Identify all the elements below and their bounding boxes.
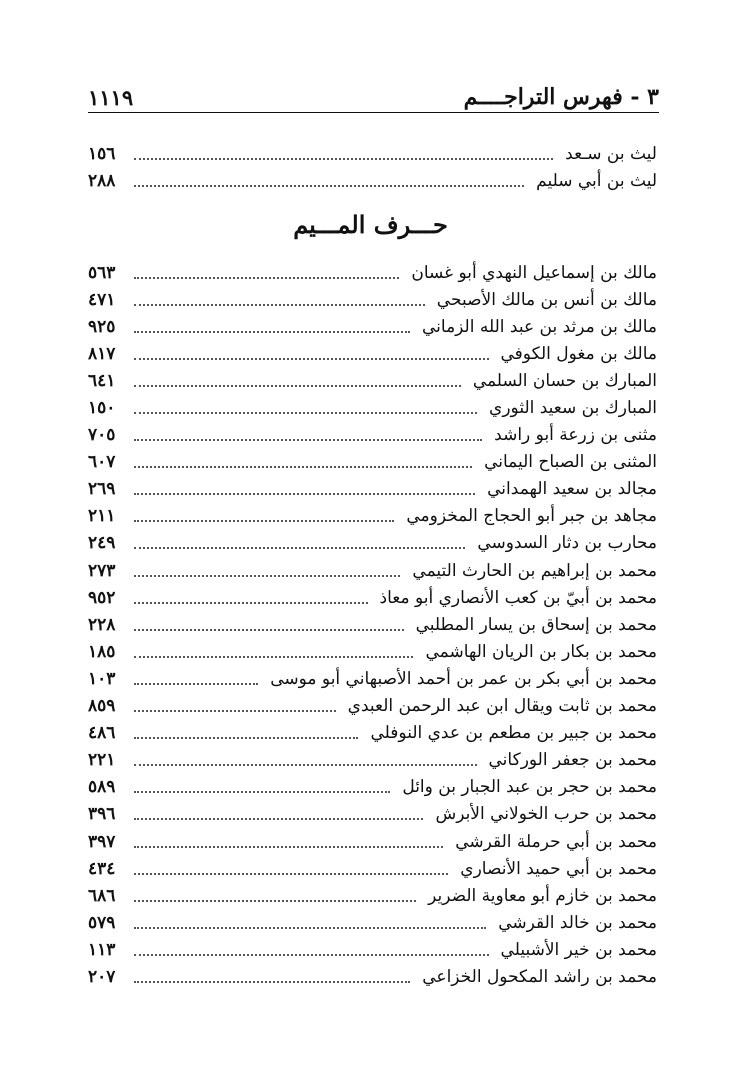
entry-name: محمد بن أبي حميد الأنصاري [460, 858, 657, 879]
leader-dots [134, 466, 472, 468]
leader-dots [134, 818, 423, 820]
leader-dots [134, 493, 475, 495]
index-entry [88, 476, 657, 503]
entry-name: مالك بن إسماعيل النهدي أبو غسان [411, 262, 657, 283]
index-entry [88, 557, 657, 584]
entry-page-number: ١٥٠ [88, 398, 116, 419]
entry-name: محمد بن أبي بكر بن عمر بن أحمد الأصبهاني أبو موسى [270, 668, 657, 689]
leader-dots [134, 331, 410, 333]
entry-page-number: ٨٥٩ [88, 696, 116, 717]
index-entry [88, 936, 657, 963]
leader-dots [134, 185, 524, 187]
entry-name: محمد بن جعفر الوركاني [488, 750, 657, 771]
entry-page-number: ٨١٧ [88, 343, 116, 364]
leader-dots [134, 547, 465, 549]
entry-page-number: ٢٨٨ [88, 170, 116, 191]
index-entry [88, 693, 657, 720]
leader-dots [134, 602, 368, 604]
index-entry [88, 747, 657, 774]
entry-page-number: ٦٨٦ [88, 885, 116, 906]
entry-page-number: ٩٢٥ [88, 316, 116, 337]
index-entry [88, 259, 657, 286]
index-entry [88, 584, 657, 611]
index-entry [88, 774, 657, 801]
entry-page-number: ٢١١ [88, 506, 116, 527]
entry-page-number: ٦٠٧ [88, 452, 116, 473]
index-entry [88, 140, 657, 167]
leader-dots [134, 791, 390, 793]
leader-dots [134, 981, 410, 983]
leader-dots [134, 158, 553, 160]
entry-name: ليث بن سـعد [565, 143, 657, 164]
index-entry [88, 422, 657, 449]
entry-page-number: ٤٨٦ [88, 723, 116, 744]
leader-dots [134, 737, 358, 739]
entry-page-number: ٥٨٩ [88, 777, 116, 798]
entry-name: ليث بن أبي سليم [536, 170, 657, 191]
index-entry [88, 503, 657, 530]
index-entry [88, 340, 657, 367]
entry-page-number: ٥٧٩ [88, 912, 116, 933]
index-entry [88, 720, 657, 747]
entry-page-number: ٦٤١ [88, 370, 116, 391]
entry-page-number: ٢٠٧ [88, 966, 116, 987]
entry-page-number: ٣٩٦ [88, 804, 116, 825]
index-entry [88, 611, 657, 638]
index-entry [88, 801, 657, 828]
entry-page-number: ٧٠٥ [88, 425, 116, 446]
entry-name: محمد بن إسحاق بن يسار المطلبي [415, 614, 657, 635]
entry-name: محمد بن خير الأشبيلي [500, 939, 657, 960]
entry-name: المثنى بن الصباح اليماني [484, 452, 657, 473]
entry-name: مجالد بن سعيد الهمداني [487, 479, 657, 500]
index-entry [88, 855, 657, 882]
entry-name: محمد بن ثابت ويقال ابن عبد الرحمن العبدي [347, 696, 657, 717]
page-header [88, 76, 659, 113]
index-entry [88, 286, 657, 313]
entry-name: مالك بن مرثد بن عبد الله الزماني [421, 316, 657, 337]
entry-page-number: ٣٩٧ [88, 831, 116, 852]
entry-name: محمد بن خالد القرشي [498, 912, 657, 933]
entry-name: محمد بن أبي حرملة القرشي [455, 831, 657, 852]
entry-page-number: ٤٧١ [88, 289, 116, 310]
leader-dots [134, 277, 399, 279]
index-entry [88, 394, 657, 421]
entry-name: محمد بن حجر بن عبد الجبار بن وائل [402, 777, 657, 798]
entry-page-number: ٩٥٢ [88, 587, 116, 608]
leader-dots [134, 385, 461, 387]
entry-name: محمد بن خازم أبو معاوية الضرير [428, 885, 657, 906]
header-title: ٣ - فهرس التراجــــم [463, 84, 659, 110]
entry-name: المبارك بن حسان السلمي [472, 370, 657, 391]
entry-name: محمد بن راشد المكحول الخزاعي [422, 966, 657, 987]
index-entry [88, 167, 657, 194]
leader-dots [134, 900, 416, 902]
index-entry [88, 963, 657, 990]
entry-name: مالك بن مغول الكوفي [500, 343, 657, 364]
index-entry [88, 909, 657, 936]
section-title: حـــرف المـــيم [293, 210, 448, 239]
entry-name: مالك بن أنس بن مالك الأصبحي [436, 289, 657, 310]
leader-dots [134, 575, 400, 577]
entry-page-number: ١٥٦ [88, 143, 116, 164]
entry-name: محارب بن دثار السدوسي [477, 533, 657, 554]
leader-dots [134, 873, 448, 875]
leader-dots [134, 683, 258, 685]
entry-page-number: ٢٢٨ [88, 614, 116, 635]
entries-list [88, 259, 657, 991]
leader-dots [134, 629, 404, 631]
index-entry [88, 313, 657, 340]
leader-dots [134, 439, 482, 441]
entry-page-number: ٢٤٩ [88, 533, 116, 554]
leader-dots [134, 764, 477, 766]
index-entry [88, 828, 657, 855]
index-entry [88, 449, 657, 476]
entry-page-number: ١٠٣ [88, 668, 116, 689]
leader-dots [134, 412, 477, 414]
leader-dots [134, 520, 394, 522]
leader-dots [134, 927, 486, 929]
index-entry [88, 638, 657, 665]
entry-page-number: ١١٣ [88, 939, 116, 960]
index-entry [88, 367, 657, 394]
entry-name: محمد بن حرب الخولاني الأبرش [435, 804, 657, 825]
entry-page-number: ٤٣٤ [88, 858, 116, 879]
entry-name: مجاهد بن جبر أبو الحجاج المخزومي [406, 506, 657, 527]
leader-dots [134, 846, 443, 848]
leader-dots [134, 710, 336, 712]
entry-page-number: ٢٧٣ [88, 560, 116, 581]
entry-name: محمد بن أبيّ بن كعب الأنصاري أبو معاذ [379, 587, 657, 608]
header-page-number: ١١١٩ [88, 85, 134, 110]
entry-name: مثنى بن زرعة أبو راشد [494, 425, 657, 446]
entry-page-number: ٥٦٣ [88, 262, 116, 283]
entry-name: محمد بن إبراهيم بن الحارث التيمي [412, 560, 657, 581]
leader-dots [134, 954, 489, 956]
entry-page-number: ٢٢١ [88, 750, 116, 771]
leader-dots [134, 358, 489, 360]
entry-name: محمد بن بكار بن الريان الهاشمي [425, 641, 657, 662]
top-entries-list [88, 140, 657, 194]
entry-name: المبارك بن سعيد الثوري [489, 398, 657, 419]
index-entry [88, 665, 657, 692]
index-entry [88, 530, 657, 557]
entry-page-number: ١٨٥ [88, 641, 116, 662]
entry-name: محمد بن جبير بن مطعم بن عدي النوفلي [370, 723, 657, 744]
index-entry [88, 882, 657, 909]
leader-dots [134, 304, 425, 306]
leader-dots [134, 656, 413, 658]
entry-page-number: ٢٦٩ [88, 479, 116, 500]
